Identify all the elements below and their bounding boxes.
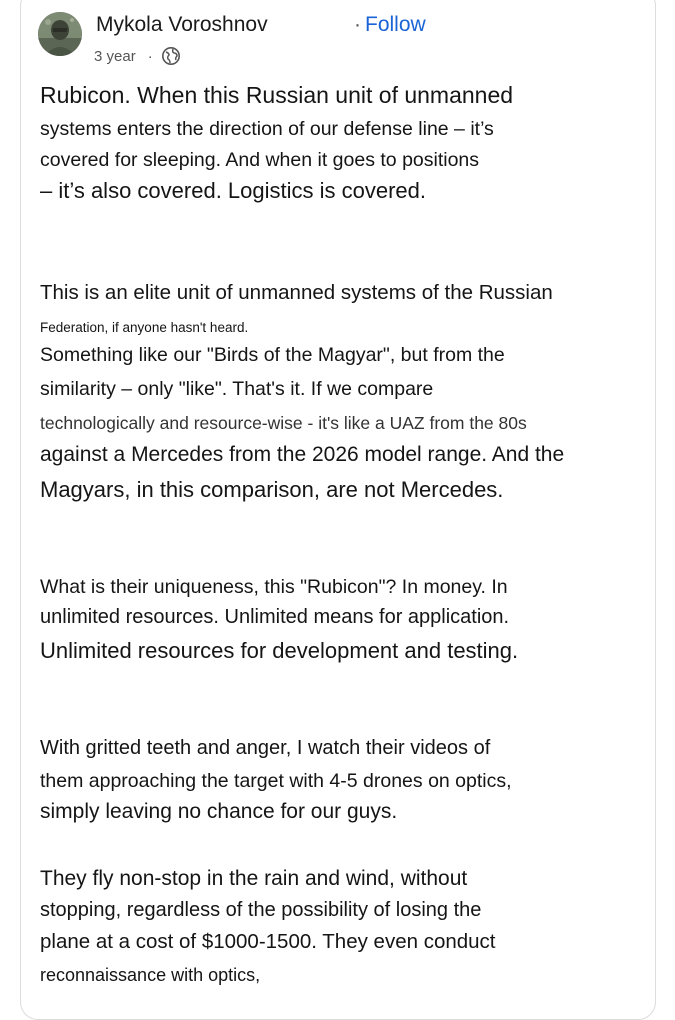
post-text-line: simply leaving no chance for our guys.	[40, 800, 398, 823]
post-text-line: Something like our "Birds of the Magyar", but from the	[40, 344, 505, 366]
post-text-line: This is an elite unit of unmanned systems of the Russian	[40, 281, 553, 304]
post-text-line: Federation, if anyone hasn't heard.	[40, 320, 249, 335]
post-text-line: reconnaissance with optics,	[40, 965, 261, 985]
post-text-line: them approaching the target with 4-5 drones on optics,	[40, 770, 512, 792]
post-text-line: systems enters the direction of our defense line – it’s	[40, 118, 494, 140]
author-avatar[interactable]	[38, 12, 82, 56]
post-text-line: unlimited resources. Unlimited means for application.	[40, 606, 510, 628]
post-meta	[94, 46, 181, 66]
meta-separator-dot: ·	[147, 47, 153, 65]
post-text-line: They fly non-stop in the rain and wind, without	[40, 867, 468, 890]
post-text-line: technologically and resource-wise - it's like a UAZ from the 80s	[40, 413, 527, 433]
avatar-image	[38, 12, 82, 56]
post-text-line: plane at a cost of $1000-1500. They even conduct	[40, 930, 496, 953]
follow-area	[354, 13, 426, 37]
post-header	[38, 12, 638, 72]
post-text-line: With gritted teeth and anger, I watch their videos of	[40, 737, 491, 759]
separator-dot: ·	[354, 13, 361, 36]
follow-button[interactable]: Follow	[365, 13, 426, 36]
post-text-line: stopping, regardless of the possibility of losing the	[40, 899, 482, 921]
post-text-line: Rubicon. When this Russian unit of unmanned	[40, 82, 514, 108]
post-text-line: What is their uniqueness, this "Rubicon"? In money. In	[40, 576, 508, 598]
globe-icon	[161, 46, 181, 66]
post-text-line: Unlimited resources for development and testing.	[40, 638, 519, 663]
post-text-line: – it’s also covered. Logistics is covered.	[40, 178, 426, 203]
author-name[interactable]: Mykola Voroshnov	[96, 13, 268, 36]
post-text-line: covered for sleeping. And when it goes to positions	[40, 149, 480, 171]
post-text-line: against a Mercedes from the 2026 model range. And the	[40, 443, 565, 466]
post-text-line: similarity – only "like". That's it. If we compare	[40, 378, 434, 400]
post-text-line: Magyars, in this comparison, are not Mercedes.	[40, 477, 504, 502]
post-timestamp[interactable]: 3 year	[94, 47, 136, 65]
